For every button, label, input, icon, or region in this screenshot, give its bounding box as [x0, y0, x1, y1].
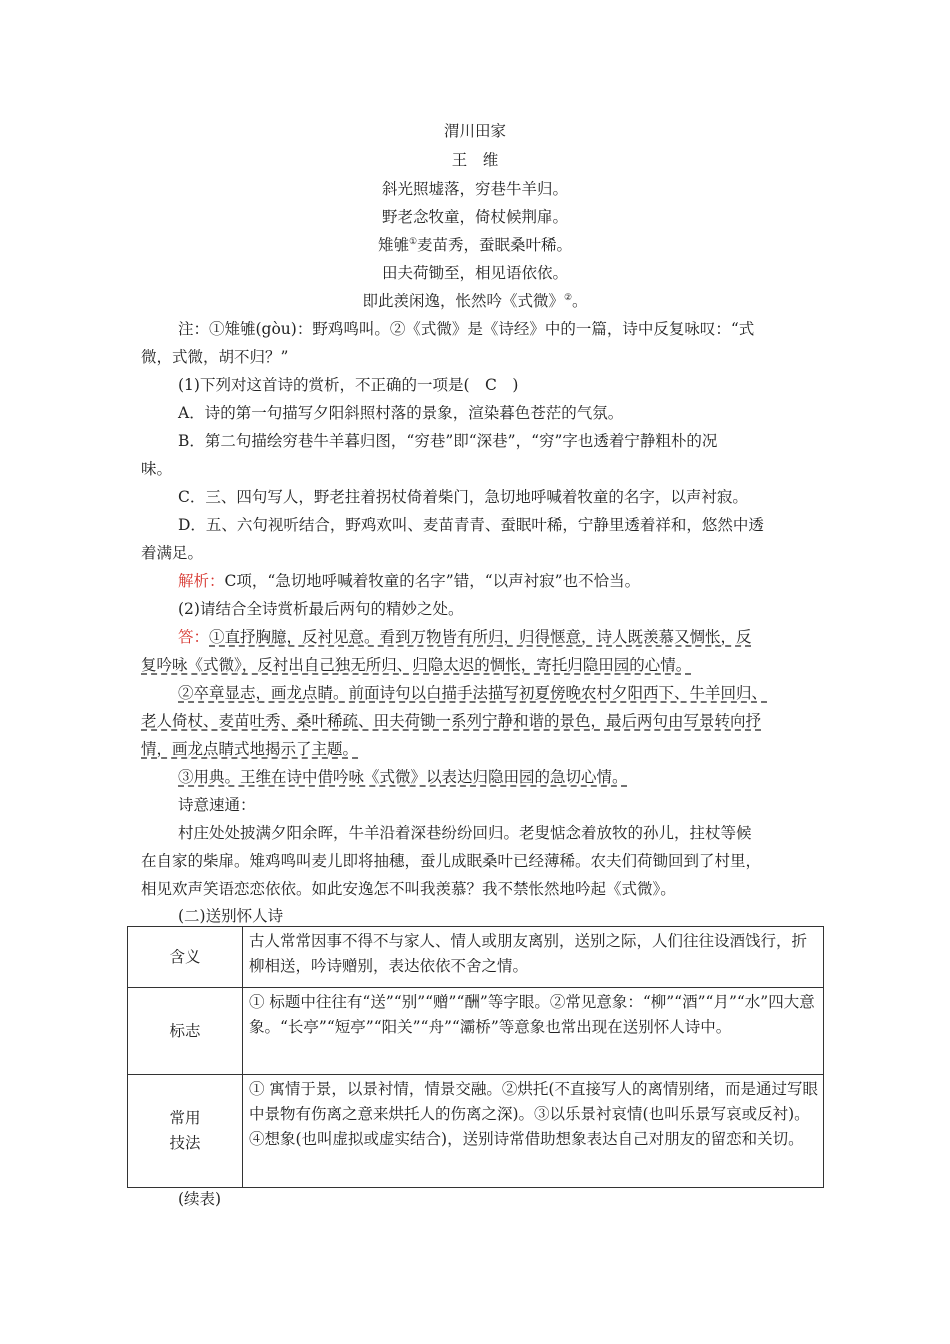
question-2-stem: (2)请结合全诗赏析最后两句的精妙之处。	[178, 600, 464, 618]
table-row	[128, 988, 824, 1075]
analysis-text: C项，“急切地呼喊着牧童的名字”错，“以声衬寂”也不恰当。	[224, 572, 641, 590]
option-b-line-2: 味。	[141, 460, 173, 478]
question-1-stem: (1)下列对这首诗的赏析，不正确的一项是( C )	[178, 376, 519, 394]
table-value: 古人常常因事不得不与家人、情人或朋友离别，送别之际，人们往往设酒饯行，折柳相送，吟诗赠别，表达依依不舍之情。	[243, 927, 824, 988]
answer-2-line-3: 情，画龙点睛式地揭示了主题。	[141, 740, 359, 758]
table-row	[128, 927, 824, 988]
answer-2-line-2: 老人倚杖、麦苗吐秀、桑叶稀疏、田夫荷锄一系列宁静和谐的景色，最后两句由写景转向抒	[141, 712, 762, 730]
note-line-2: 微，式微，胡不归？”	[141, 348, 289, 366]
analysis-label: 解析：	[178, 572, 225, 590]
table-key: 含义	[128, 927, 243, 988]
footnote-ref-2: ②	[563, 292, 573, 303]
translation-line-1: 村庄处处披满夕阳余晖，牛羊沿着深巷纷纷回归。老叟惦念着放牧的孙儿，拄杖等候	[178, 824, 752, 842]
poem-line-1: 斜光照墟落，穷巷牛羊归。	[381, 180, 568, 198]
table-key: 标志	[128, 988, 243, 1075]
option-d-line-1: D．五、六句视听结合，野鸡欢叫、麦苗青青、蚕眠叶稀，宁静里透着祥和，悠然中透	[178, 516, 764, 534]
answer-2-line-1: ②卒章显志，画龙点睛。前面诗句以白描手法描写初夏傍晚农村夕阳西下、牛羊回归、	[178, 684, 768, 702]
answer-1-line-1: 答：①直抒胸臆，反衬见意。看到万物皆有所归，归得惬意，诗人既羡慕又惆怅，反	[178, 628, 752, 646]
poem-line-3: 雉雊①麦苗秀，蚕眠桑叶稀。	[377, 236, 573, 254]
poem-line-5: 即此羡闲逸，怅然吟《式微》②。	[362, 292, 588, 310]
poem-line-4: 田夫荷锄至，相见语依依。	[381, 264, 568, 282]
continued-label: (续表)	[178, 1190, 222, 1208]
option-b-line-1: B．第二句描绘穷巷牛羊暮归图，“穷巷”即“深巷”，“穷”字也透着宁静粗朴的况	[178, 432, 718, 450]
answer-1-line-2: 复吟咏《式微》，反衬出自己独无所归、归隐太迟的惆怅，寄托归隐田园的心情。	[141, 656, 692, 674]
poem-line-2: 野老念牧童，倚杖候荆扉。	[381, 208, 568, 226]
farewell-poetry-table	[127, 926, 824, 1188]
answer-label: 答：	[178, 628, 210, 646]
translation-label: 诗意速通：	[178, 796, 256, 814]
table-value: ① 寓情于景，以景衬情，情景交融。②烘托(不直接写人的离情别绪，而是通过写眼中景物有伤离之意来烘托人的伤离之深)。③以乐景衬哀情(也叫乐景写哀或反衬)。④想象(也叫虚拟或虚实结合)，送别诗常借助想象表达自己对朋友的留恋和关切。	[243, 1075, 824, 1188]
table-key: 常用 技法	[128, 1075, 243, 1188]
table-value: ① 标题中往往有“送”“别”“赠”“酬”等字眼。②常见意象：“柳”“酒”“月”“水”四大意象。“长亭”“短亭”“阳关”“舟”“灞桥”等意象也常出现在送别怀人诗中。	[243, 988, 824, 1075]
translation-line-3: 相见欢声笑语恋恋依依。如此安逸怎不叫我羡慕？我不禁怅然地吟起《式微》。	[141, 880, 676, 898]
option-a: A．诗的第一句描写夕阳斜照村落的景象，渲染暮色苍茫的气氛。	[178, 404, 624, 422]
table-row	[128, 1075, 824, 1188]
answer-3: ③用典。王维在诗中借吟咏《式微》以表达归隐田园的急切心情。	[178, 768, 628, 786]
analysis	[178, 570, 640, 592]
footnote-ref-1: ①	[408, 236, 418, 247]
option-d-line-2: 着满足。	[141, 544, 204, 562]
poem-title: 渭川田家	[443, 122, 506, 140]
poem-author: 王 维	[451, 151, 499, 169]
option-c: C．三、四句写人，野老拄着拐杖倚着柴门，急切地呼喊着牧童的名字，以声衬寂。	[178, 488, 748, 506]
note-line-1: 注：①雉雊(gòu)：野鸡鸣叫。②《式微》是《诗经》中的一篇，诗中反复咏叹：“式	[178, 320, 755, 338]
translation-line-2: 在自家的柴扉。雉鸡鸣叫麦儿即将抽穗，蚕儿成眠桑叶已经薄稀。农夫们荷锄回到了村里，	[141, 852, 762, 870]
section-heading: (二)送别怀人诗	[178, 907, 284, 925]
